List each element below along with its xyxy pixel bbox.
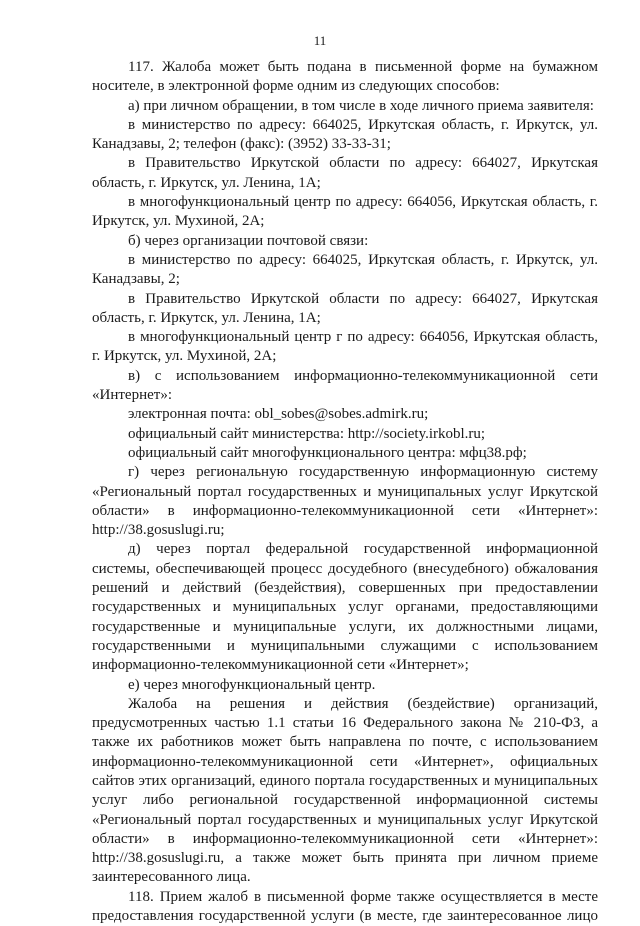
paragraph-mfc-postal: в многофункциональный центр г по адресу: 664056, Иркутская область, г. Иркутск, ул. Мухиной, 2А;: [92, 329, 598, 365]
paragraph-117: 117. Жалоба может быть подана в письменной форме на бумажном носителе, в электронной форме одним из следующих способов:: [92, 59, 598, 95]
paragraph-ministry-address: в министерство по адресу: 664025, Иркутская область, г. Иркутск, ул. Канадзавы, 2; телефон (факс): (3952) 33-33-31;: [92, 116, 598, 153]
paragraph-item-b: б) через организации почтовой связи:: [128, 232, 369, 249]
paragraph-mfc-site: официальный сайт многофункционального центра: мфц38.рф;: [128, 444, 527, 461]
paragraph-118: 118. Прием жалоб в письменной форме также осуществляется в месте предоставления государственной услуги (в месте, где заинтересованное лицо: [92, 888, 598, 925]
paragraph-complaint-organizations: Жалоба на решения и действия (бездействие) организаций, предусмотренных частью 1.1 статьи 16 Федерального закона № 210-ФЗ, а также их работников может быть направлена по почте, с использованием информационно-телекоммуникационной сети «Интернет», официальных сайтов этих организаций, единого портала государственных и муниципальных услуг либо региональной государственной информационной системы «Региональный портал государственных и муниципальных услуг Иркутской области» в информационно-телекоммуникационной сети «Интернет»: http://38.gosuslugi.ru, а также может быть принята при личном приеме заинтересованного лица.: [92, 695, 598, 886]
document-body: [92, 58, 598, 926]
paragraph-ministry-site: официальный сайт министерства: http://society.irkobl.ru;: [128, 425, 486, 442]
paragraph-item-v: в) с использованием информационно-телекоммуникационной сети «Интернет»:: [92, 367, 598, 404]
paragraph-item-g: г) через региональную государственную информационную систему «Региональный портал государственных и муниципальных услуг Иркутской области» в информационно-телекоммуникационной сети «Интернет»: http://38.gosuslugi.ru;: [92, 464, 598, 539]
paragraph-government-postal: в Правительство Иркутской области по адресу: 664027, Иркутская область, г. Иркутск, ул. Ленина, 1А;: [92, 290, 598, 326]
paragraph-government-address: в Правительство Иркутской области по адресу: 664027, Иркутская область, г. Иркутск, ул. Ленина, 1А;: [92, 155, 598, 191]
page-number: 11: [313, 33, 327, 48]
paragraph-email: электронная почта: obl_sobes@sobes.admirk.ru;: [128, 406, 429, 423]
paragraph-item-e: е) через многофункциональный центр.: [128, 676, 376, 693]
paragraph-item-d: д) через портал федеральной государственной информационной системы, обеспечивающей процесс досудебного (внесудебного) обжалования решений и действий (бездействия), совершенных при предоставлении государственных и муниципальных услуг органами, предоставляющими государственные и муниципальные услуги, их должностными лицами, государственными и муниципальными служащими с использованием информационно-телекоммуникационной сети «Интернет»;: [92, 541, 598, 674]
paragraph-ministry-postal: в министерство по адресу: 664025, Иркутская область, г. Иркутск, ул. Канадзавы, 2;: [92, 251, 598, 288]
paragraph-item-a: а) при личном обращении, в том числе в ходе личного приема заявителя:: [128, 97, 594, 114]
paragraph-mfc-address: в многофункциональный центр по адресу: 664056, Иркутская область, г. Иркутск, ул. Мухиной, 2А;: [92, 194, 598, 230]
